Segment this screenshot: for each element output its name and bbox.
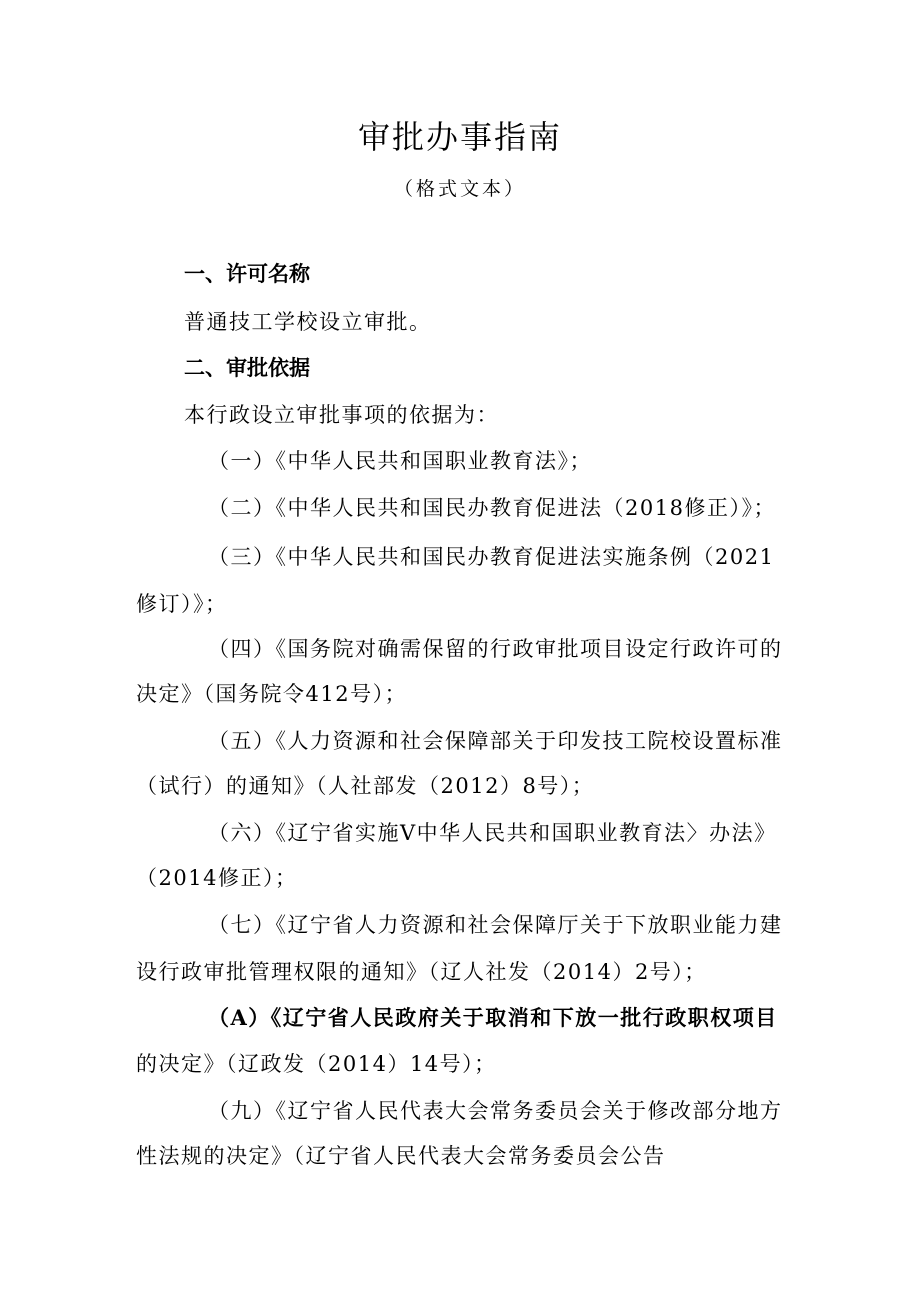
- section-heading-license-name: 一、许可名称: [184, 262, 310, 286]
- approval-basis-intro: 本行政设立审批事项的依据为：: [184, 403, 499, 427]
- basis-line: （六）《辽宁省实施V中华人民共和国职业教育法〉办法》: [208, 821, 777, 845]
- basis-line: 设行政审批管理权限的通知》（辽人社发（2014）2号）；: [136, 960, 707, 984]
- basis-line: 性法规的决定》（辽宁省人民代表大会常务委员会公告: [136, 1144, 666, 1168]
- basis-line: （二）《中华人民共和国民办教育促进法（2018修正）》；: [208, 496, 776, 520]
- document-title: 审批办事指南: [357, 118, 562, 156]
- basis-line: （四）《国务院对确需保留的行政审批项目设定行政许可的: [208, 637, 783, 661]
- basis-line: 的决定》（辽政发（2014）14号）；: [136, 1052, 497, 1076]
- basis-line: （2014修正）；: [136, 866, 298, 890]
- basis-line: （三）《中华人民共和国民办教育促进法实施条例（2021: [208, 545, 775, 569]
- basis-line: （一）《中华人民共和国职业教育法》；: [208, 449, 592, 473]
- basis-line: 修订）》；: [136, 592, 228, 616]
- section-heading-approval-basis: 二、审批依据: [184, 356, 310, 380]
- basis-line: （五）《人力资源和社会保障部关于印发技工院校设置标准: [208, 729, 783, 753]
- basis-line: （九）《辽宁省人民代表大会常务委员会关于修改部分地方: [208, 1099, 783, 1123]
- license-name-text: 普通技工学校设立审批。: [184, 310, 432, 334]
- basis-line: （七）《辽宁省人力资源和社会保障厅关于下放职业能力建: [208, 913, 783, 937]
- document-subtitle: （格式文本）: [393, 178, 526, 200]
- basis-line: （A）《辽宁省人民政府关于取消和下放一批行政职权项目: [208, 1005, 778, 1030]
- basis-line: 决定》（国务院令412号）；: [136, 682, 408, 706]
- basis-line: （试行）的通知》（人社部发（2012）8号）；: [136, 774, 595, 798]
